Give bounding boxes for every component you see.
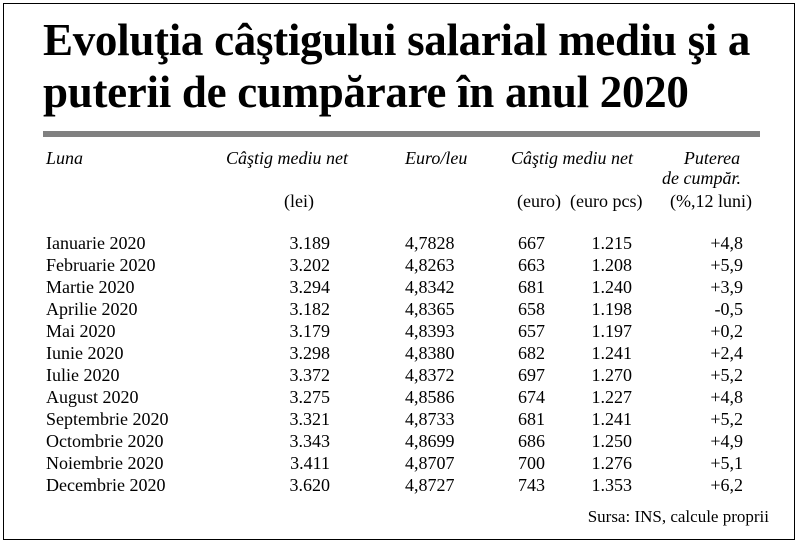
table-row bbox=[0, 343, 800, 365]
cell-luna: Decembrie 2020 bbox=[46, 475, 166, 495]
header-euro-leu: Euro/leu bbox=[405, 148, 468, 168]
cell-castig-lei: 3.620 bbox=[289, 475, 330, 495]
table-row bbox=[0, 453, 800, 475]
cell-castig-euro: 682 bbox=[518, 343, 545, 363]
header-de-cumpar: de cumpăr. bbox=[662, 168, 741, 188]
header-castig-lei: Câştig mediu net bbox=[226, 148, 348, 168]
cell-castig-lei: 3.298 bbox=[289, 343, 330, 363]
cell-euro-leu: 4,8586 bbox=[405, 387, 455, 407]
cell-euro-leu: 4,8263 bbox=[405, 255, 455, 275]
cell-euro-leu: 4,8707 bbox=[405, 453, 455, 473]
cell-castig-lei: 3.372 bbox=[289, 365, 330, 385]
cell-luna: Ianuarie 2020 bbox=[46, 233, 146, 253]
cell-castig-lei: 3.275 bbox=[289, 387, 330, 407]
cell-euro-leu: 4,8733 bbox=[405, 409, 455, 429]
cell-castig-euro: 700 bbox=[518, 453, 545, 473]
cell-castig-lei: 3.202 bbox=[289, 255, 330, 275]
header-puterea: Puterea bbox=[683, 148, 741, 168]
cell-castig-euro: 657 bbox=[518, 321, 545, 341]
cell-castig-euro-pcs: 1.198 bbox=[591, 299, 632, 319]
cell-luna: Mai 2020 bbox=[46, 321, 116, 341]
table-row bbox=[0, 365, 800, 387]
table-row bbox=[0, 475, 800, 497]
cell-castig-euro-pcs: 1.276 bbox=[591, 453, 632, 473]
cell-castig-euro: 697 bbox=[518, 365, 545, 385]
header-luna: Luna bbox=[46, 148, 84, 168]
cell-castig-euro-pcs: 1.241 bbox=[591, 343, 632, 363]
cell-castig-lei: 3.343 bbox=[289, 431, 330, 451]
title-divider bbox=[43, 131, 760, 137]
cell-castig-lei: 3.321 bbox=[289, 409, 330, 429]
cell-euro-leu: 4,7828 bbox=[405, 233, 455, 253]
cell-euro-leu: 4,8380 bbox=[405, 343, 455, 363]
cell-puterea: +3,9 bbox=[710, 277, 743, 297]
cell-luna: Iunie 2020 bbox=[46, 343, 124, 363]
cell-castig-lei: 3.189 bbox=[289, 233, 330, 253]
cell-castig-euro: 681 bbox=[518, 277, 545, 297]
cell-castig-euro-pcs: 1.270 bbox=[591, 365, 632, 385]
cell-castig-euro-pcs: 1.241 bbox=[591, 409, 632, 429]
cell-castig-lei: 3.411 bbox=[290, 453, 330, 473]
cell-castig-euro: 743 bbox=[518, 475, 545, 495]
table-row bbox=[0, 321, 800, 343]
table-row bbox=[0, 255, 800, 277]
cell-castig-euro-pcs: 1.227 bbox=[591, 387, 632, 407]
table-row bbox=[0, 431, 800, 453]
cell-luna: Martie 2020 bbox=[46, 277, 135, 297]
cell-luna: Octombrie 2020 bbox=[46, 431, 164, 451]
cell-castig-lei: 3.182 bbox=[289, 299, 330, 319]
table-row bbox=[0, 233, 800, 255]
cell-castig-euro-pcs: 1.215 bbox=[591, 233, 632, 253]
cell-castig-euro-pcs: 1.240 bbox=[591, 277, 632, 297]
cell-puterea: -0,5 bbox=[714, 299, 743, 319]
cell-castig-euro-pcs: 1.353 bbox=[591, 475, 632, 495]
title-line-1: Evoluţia câştigului salarial mediu şi a bbox=[43, 15, 751, 65]
cell-luna: Noiembrie 2020 bbox=[46, 453, 164, 473]
cell-euro-leu: 4,8727 bbox=[405, 475, 455, 495]
title-line-2: puterii de cumpărare în anul 2020 bbox=[43, 67, 689, 117]
cell-luna: Septembrie 2020 bbox=[46, 409, 169, 429]
page-title bbox=[43, 14, 783, 118]
cell-puterea: +5,2 bbox=[710, 409, 743, 429]
cell-castig-euro: 663 bbox=[518, 255, 545, 275]
header-euro-unit: (euro) bbox=[517, 191, 561, 211]
cell-euro-leu: 4,8342 bbox=[405, 277, 455, 297]
cell-luna: August 2020 bbox=[46, 387, 139, 407]
cell-puterea: +2,4 bbox=[710, 343, 743, 363]
cell-puterea: +4,8 bbox=[710, 387, 743, 407]
header-puterea-unit: (%,12 luni) bbox=[670, 191, 752, 211]
header-euro-pcs-unit: (euro pcs) bbox=[570, 191, 643, 211]
cell-castig-euro-pcs: 1.197 bbox=[591, 321, 632, 341]
cell-euro-leu: 4,8365 bbox=[405, 299, 455, 319]
cell-castig-euro: 667 bbox=[518, 233, 545, 253]
cell-luna: Aprilie 2020 bbox=[46, 299, 138, 319]
table-row bbox=[0, 299, 800, 321]
cell-luna: Iulie 2020 bbox=[46, 365, 120, 385]
table-row bbox=[0, 277, 800, 299]
table-row bbox=[0, 387, 800, 409]
source-note: Sursa: INS, calcule proprii bbox=[587, 507, 769, 526]
cell-euro-leu: 4,8699 bbox=[405, 431, 455, 451]
header-castig-euro: Câştig mediu net bbox=[511, 148, 633, 168]
cell-castig-euro: 674 bbox=[518, 387, 545, 407]
cell-castig-lei: 3.294 bbox=[289, 277, 330, 297]
cell-puterea: +5,9 bbox=[710, 255, 743, 275]
table-row bbox=[0, 409, 800, 431]
cell-euro-leu: 4,8372 bbox=[405, 365, 455, 385]
cell-euro-leu: 4,8393 bbox=[405, 321, 455, 341]
cell-castig-euro-pcs: 1.208 bbox=[591, 255, 632, 275]
cell-luna: Februarie 2020 bbox=[46, 255, 156, 275]
cell-castig-euro-pcs: 1.250 bbox=[591, 431, 632, 451]
cell-castig-euro: 658 bbox=[518, 299, 545, 319]
cell-castig-euro: 681 bbox=[518, 409, 545, 429]
cell-puterea: +4,8 bbox=[710, 233, 743, 253]
cell-puterea: +6,2 bbox=[710, 475, 743, 495]
cell-puterea: +5,1 bbox=[710, 453, 743, 473]
cell-puterea: +5,2 bbox=[710, 365, 743, 385]
cell-puterea: +0,2 bbox=[710, 321, 743, 341]
cell-puterea: +4,9 bbox=[710, 431, 743, 451]
cell-castig-euro: 686 bbox=[518, 431, 545, 451]
header-lei-unit: (lei) bbox=[284, 191, 314, 211]
cell-castig-lei: 3.179 bbox=[289, 321, 330, 341]
